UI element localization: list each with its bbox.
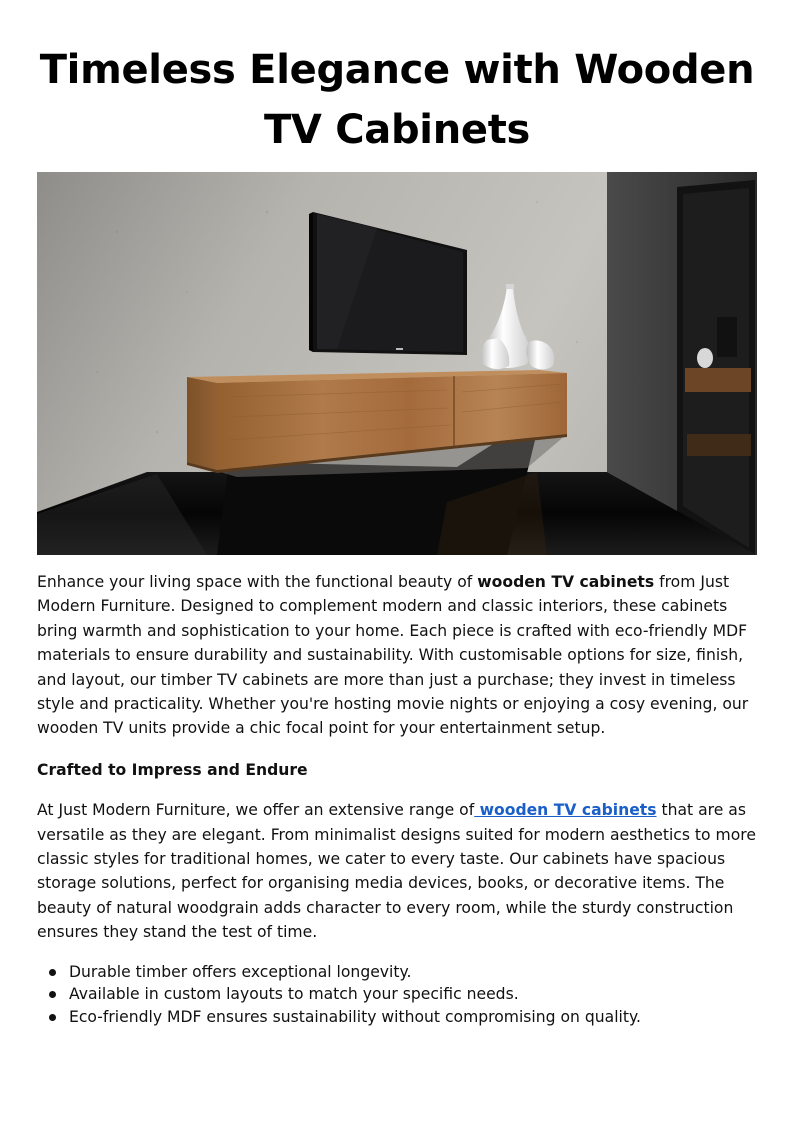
list-item [37,983,757,1006]
hero-image [37,172,757,555]
features-list [37,961,757,1029]
bullet-icon [49,1014,56,1021]
intro-text-start: Enhance your living space with the functional beauty of [37,573,478,591]
bullet-icon [49,969,56,976]
page-title: Timeless Elegance with Wooden TV Cabinets [39,47,755,153]
list-item-text: Eco-friendly MDF ensures sustainability without compromising on quality. [69,1007,641,1026]
section-heading: Crafted to Impress and Endure [37,760,308,779]
article-body [37,570,757,1028]
section-text-end: that are as versatile as they are elegant. From minimalist designs suited for modern aesthetics to more classic styles for traditional homes, we cater to every taste. Our cabinets have spacious storage solutions, perfect for organising media devices, books, or decorative items. The beauty of natural woodgrain adds character to every room, while the sturdy construction ensures they stand the test of time. [37,801,756,942]
list-item-text: Durable timber offers exceptional longevity. [69,962,412,981]
list-item [37,1006,757,1029]
intro-text-end: from Just Modern Furniture. Designed to complement modern and classic interiors, these cabinets bring warmth and sophistication to your home. Each piece is crafted with eco-friendly MDF materials to ensure durability and sustainability. With customisable options for size, finish, and layout, our timber TV cabinets are more than just a purchase; they invest in timeless style and practicality. Whether you're hosting movie nights or enjoying a cosy evening, our wooden TV units provide a chic focal point for your entertainment setup. [37,573,749,738]
list-item-text: Available in custom layouts to match your specific needs. [69,985,519,1004]
section-text-start: At Just Modern Furniture, we offer an extensive range of [37,801,475,820]
intro-bold-keyword: wooden TV cabinets [477,573,655,591]
intro-paragraph [37,570,757,741]
list-item [37,961,757,984]
bullet-icon [49,991,56,998]
section-paragraph [37,798,757,944]
wooden-tv-cabinets-link[interactable]: wooden TV cabinets [474,801,657,820]
